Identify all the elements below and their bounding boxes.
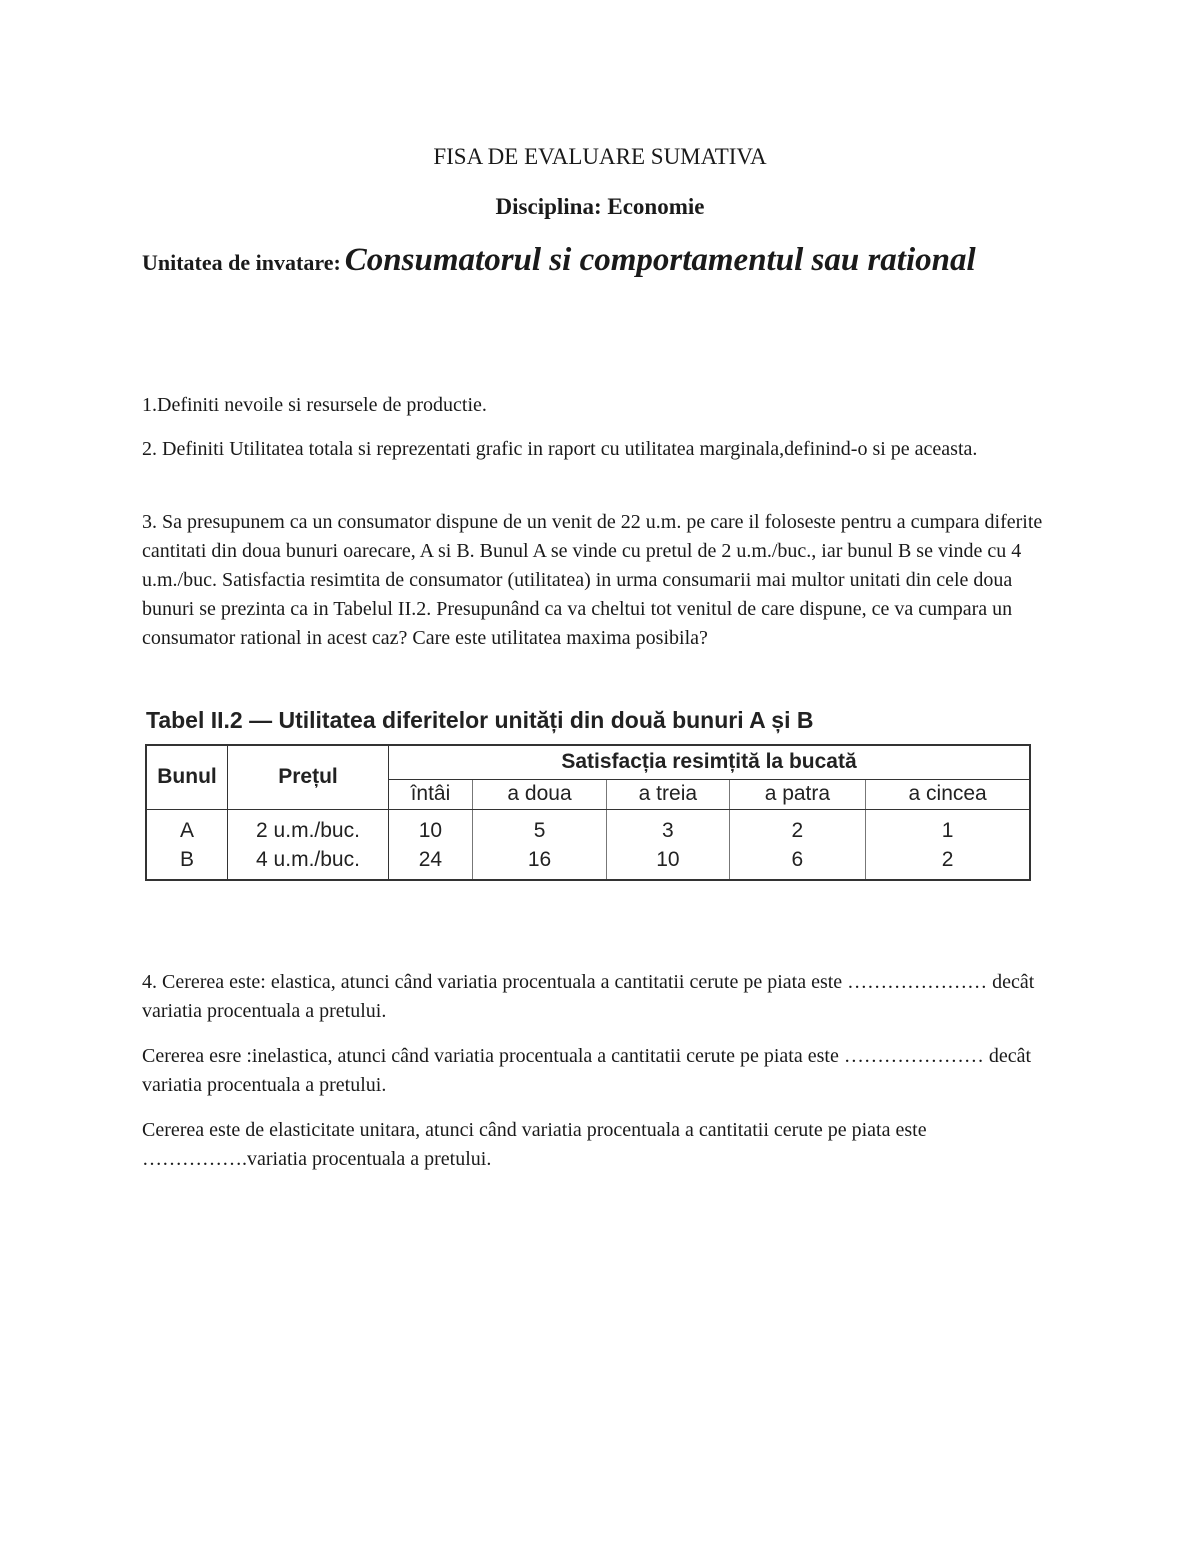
good-b: B bbox=[179, 847, 194, 871]
question-1: 1.Definiti nevoile si resursele de productie. bbox=[142, 394, 487, 416]
price-a: 2 u.m./buc. bbox=[256, 818, 360, 842]
learning-unit-line bbox=[142, 242, 1102, 279]
question-4-inelastic: Cererea esre :inelastica, atunci când variatia procentuala a cantitatii cerute pe piata este ………………… decât variatia procentuala a pretului. bbox=[142, 1045, 1032, 1096]
question-3: 3. Sa presupunem ca un consumator dispune de un venit de 22 u.m. pe care il foloseste pentru a cumpara diferite cantitati din doua bunuri oarecare, A si B. Bunul A se vinde cu pretul de 2 u.m./buc., iar bunul B se vinde cu 4 u.m./buc. Satisfactia resimtita de consumator (utilitatea) in urma consumarii mai multor unitati din cele doua bunuri se prezinta ca in Tabelul II.2. Presupunând ca va cheltui tot venitul de care dispune, ce va cumpara un consumator rational in acest caz? Care este utilitatea maxima posibila? bbox=[142, 511, 1043, 649]
value-b-4: 6 bbox=[791, 847, 804, 871]
value-a-2: 5 bbox=[533, 818, 546, 842]
question-2: 2. Definiti Utilitatea totala si reprezentati grafic in raport cu utilitatea marginala,definind-o si pe aceasta. bbox=[142, 438, 978, 460]
header-unit-5: a cincea bbox=[866, 779, 1030, 809]
cell-unit-3 bbox=[607, 809, 729, 880]
utility-table bbox=[145, 744, 1031, 881]
good-a: A bbox=[179, 818, 194, 842]
cell-unit-1 bbox=[389, 809, 473, 880]
value-a-4: 2 bbox=[791, 818, 804, 842]
header-unit-1: întâi bbox=[389, 779, 473, 809]
question-4-elastic: 4. Cererea este: elastica, atunci când variatia procentuala a cantitatii cerute pe piata este ………………… decât variatia procentuala a pretului. bbox=[142, 971, 1035, 1022]
header-satisfaction: Satisfacția resimțită la bucată bbox=[389, 745, 1031, 779]
unit-name: Consumatorul si comportamentul sau rational bbox=[344, 242, 976, 278]
cell-unit-4 bbox=[729, 809, 866, 880]
header-unit-4: a patra bbox=[729, 779, 866, 809]
header-unit-3: a treia bbox=[607, 779, 729, 809]
cell-prices bbox=[228, 809, 389, 880]
value-a-5: 1 bbox=[941, 818, 954, 842]
header-unit-2: a doua bbox=[472, 779, 606, 809]
header-price: Prețul bbox=[228, 745, 389, 809]
value-b-2: 16 bbox=[527, 847, 552, 871]
value-a-3: 3 bbox=[662, 818, 674, 842]
cell-goods bbox=[146, 809, 228, 880]
table-caption: Tabel II.2 — Utilitatea diferitelor unități din două bunuri A și B bbox=[146, 707, 814, 733]
unit-label: Unitatea de invatare: bbox=[142, 250, 341, 275]
value-b-3: 10 bbox=[656, 847, 680, 871]
discipline-line: Disciplina: Economie bbox=[495, 194, 705, 219]
value-b-1: 24 bbox=[418, 847, 443, 871]
value-a-1: 10 bbox=[418, 818, 443, 842]
header-good: Bunul bbox=[146, 745, 228, 809]
question-4-unitary: Cererea este de elasticitate unitara, atunci când variatia procentuala a cantitatii cerute pe piata este …………….variatia procentuala a pretului. bbox=[142, 1119, 927, 1170]
value-b-5: 2 bbox=[941, 847, 954, 871]
price-b: 4 u.m./buc. bbox=[256, 847, 360, 871]
cell-unit-2 bbox=[472, 809, 606, 880]
document-title: FISA DE EVALUARE SUMATIVA bbox=[433, 144, 767, 169]
cell-unit-5 bbox=[866, 809, 1030, 880]
